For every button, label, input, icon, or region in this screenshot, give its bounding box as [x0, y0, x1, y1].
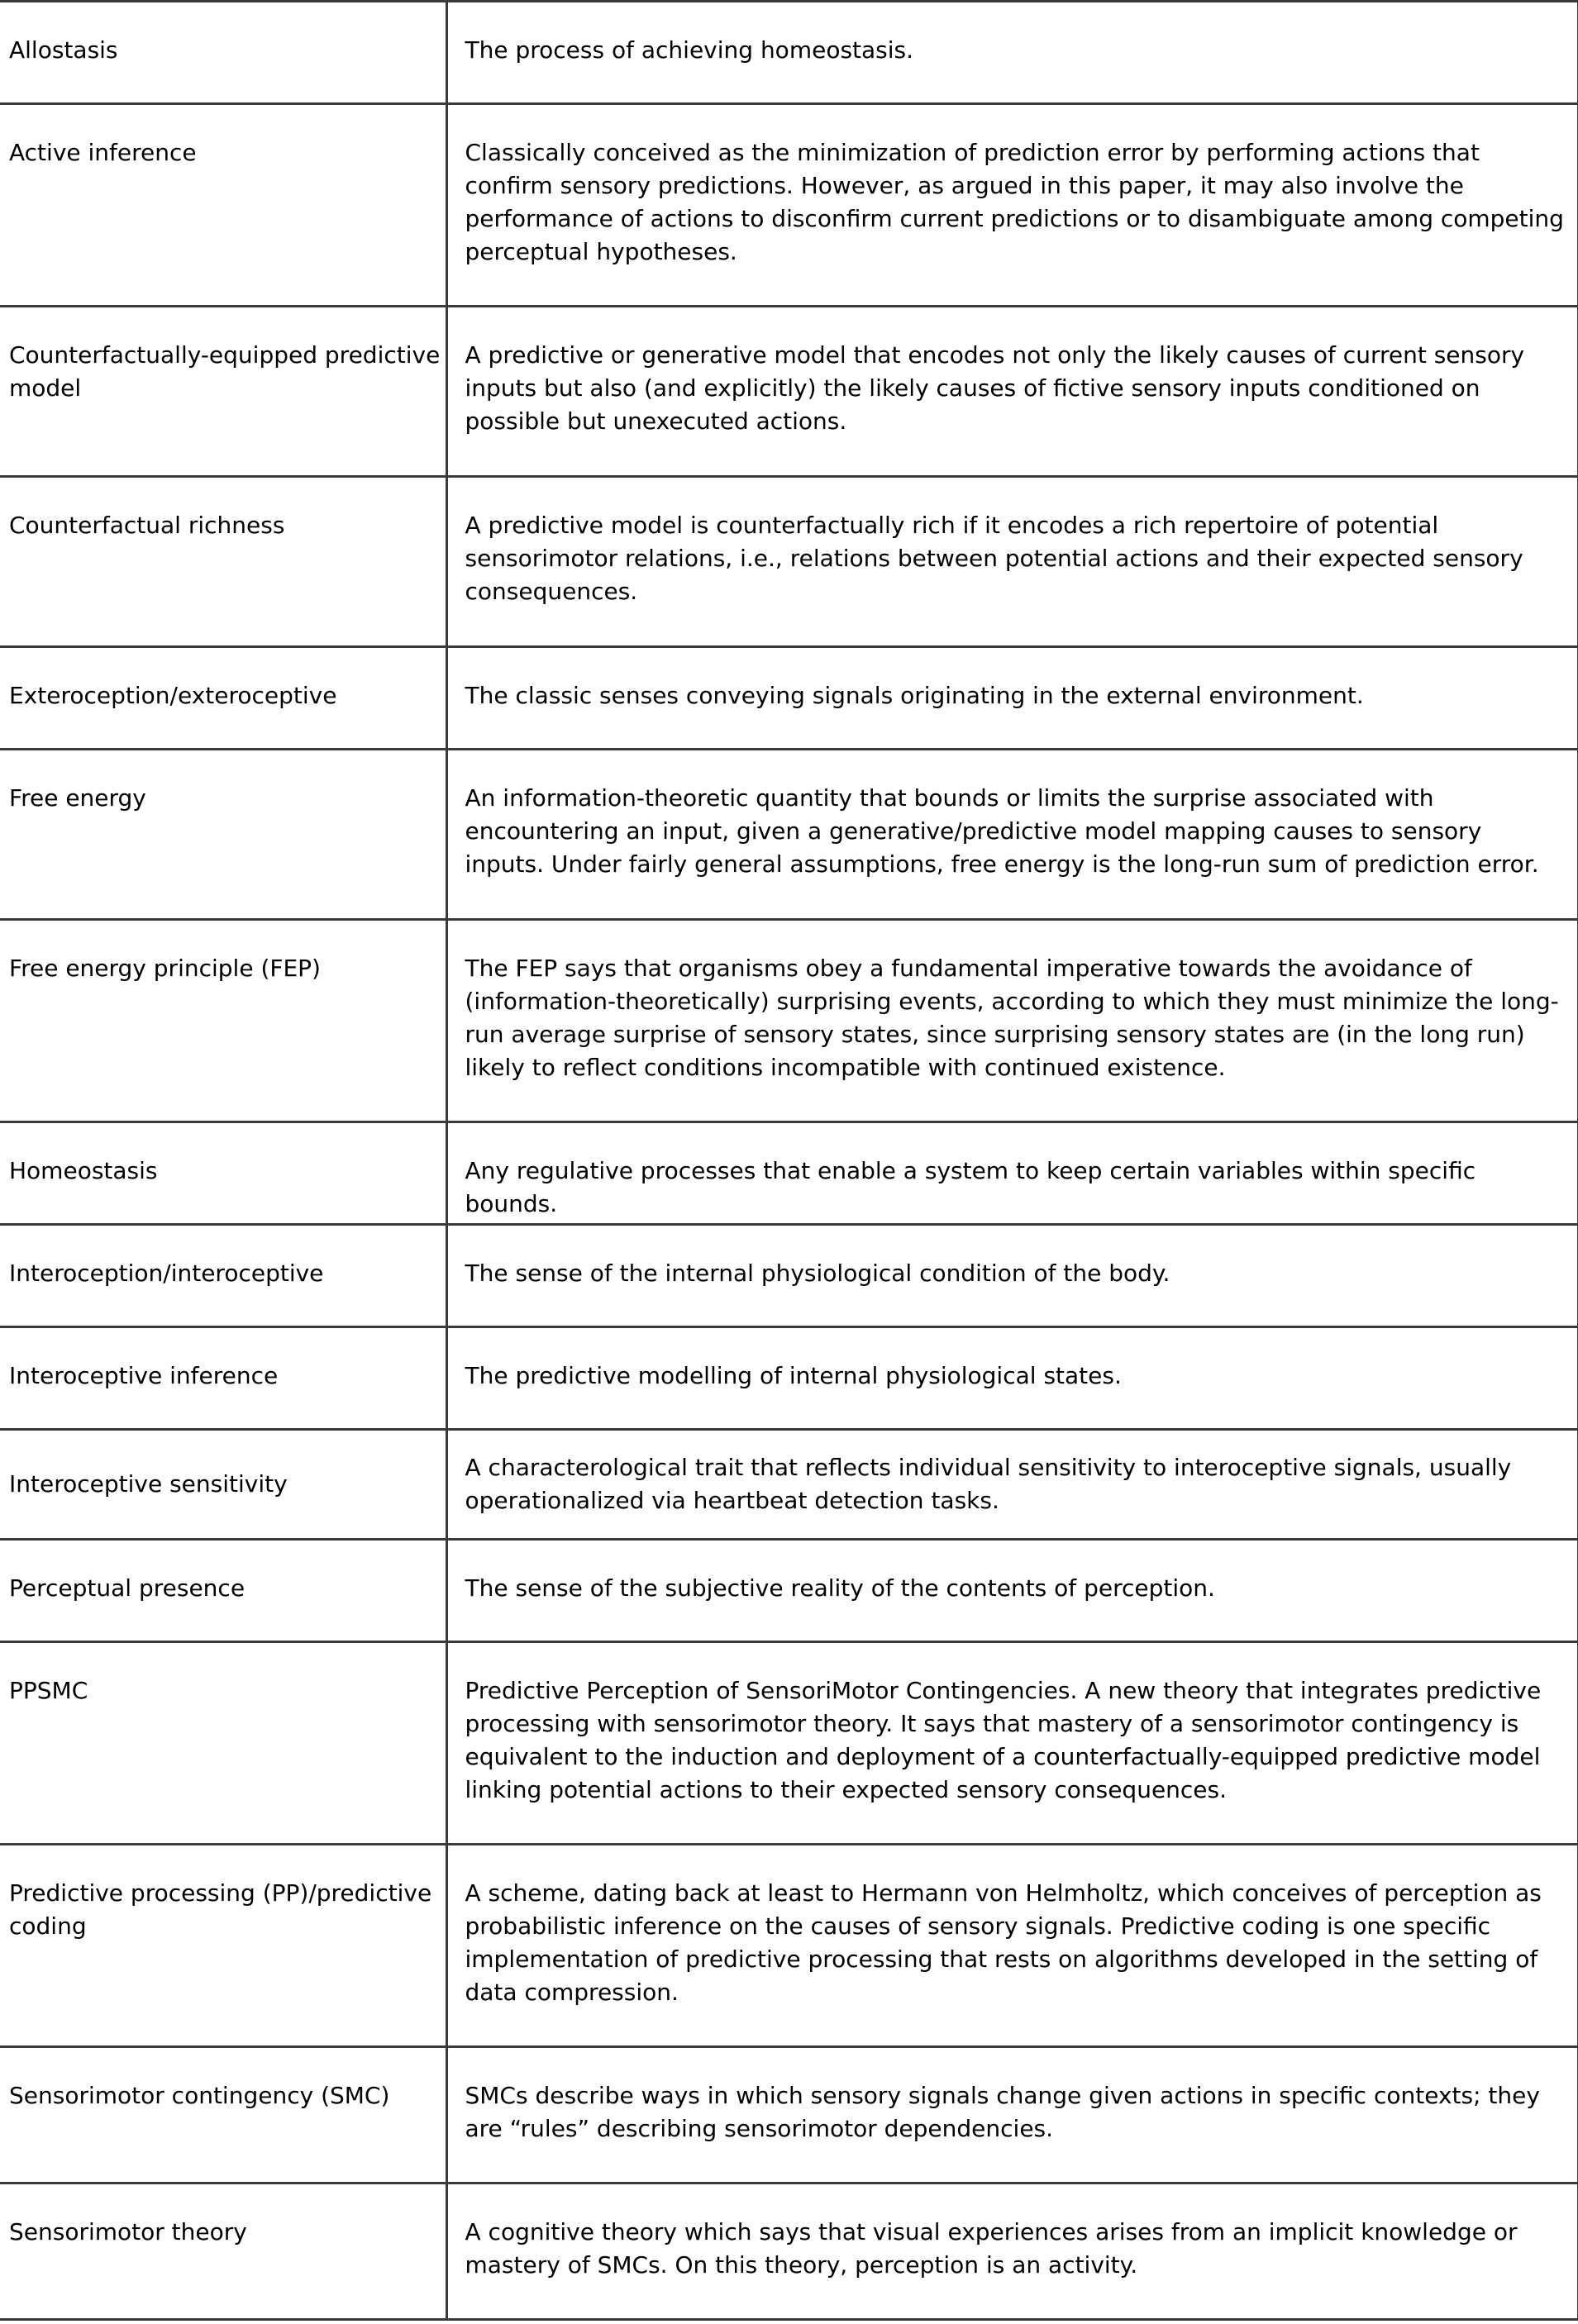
- term-cell: Sensorimotor theory: [0, 2184, 446, 2320]
- table-row: [0, 307, 1578, 477]
- term-cell: Sensorimotor contingency (SMC): [0, 2047, 446, 2184]
- definition-cell: An information-theoretic quantity that bounds or limits the surprise associated with encountering an input, given a generative/predictive model mapping causes to sensory inputs. Under fairly general assumptions, free energy is the long-run sum of prediction error.: [446, 750, 1578, 920]
- table-row: [0, 1845, 1578, 2047]
- definition-cell: The sense of the internal physiological condition of the body.: [446, 1225, 1578, 1327]
- table-row: [0, 2, 1578, 104]
- table-row: [0, 2184, 1578, 2320]
- table-row: [0, 477, 1578, 647]
- term-cell: Interoceptive inference: [0, 1327, 446, 1430]
- term-cell: Perceptual presence: [0, 1540, 446, 1642]
- table-row: [0, 1540, 1578, 1642]
- definition-cell: A cognitive theory which says that visual experiences arises from an implicit knowledge or mastery of SMCs. On this theory, perception is an activity.: [446, 2184, 1578, 2320]
- table-row: [0, 2047, 1578, 2184]
- definition-cell: A predictive model is counterfactually rich if it encodes a rich repertoire of potential sensorimotor relations, i.e., relations between potential actions and their expected sensory consequences.: [446, 477, 1578, 647]
- definition-cell: A characterological trait that reflects individual sensitivity to interoceptive signals, usually operationalized via heartbeat detection tasks.: [446, 1430, 1578, 1540]
- term-cell: Free energy: [0, 750, 446, 920]
- term-cell: PPSMC: [0, 1642, 446, 1845]
- definition-cell: Any regulative processes that enable a system to keep certain variables within specific bounds.: [446, 1122, 1578, 1225]
- term-cell: Interoception/interoceptive: [0, 1225, 446, 1327]
- definition-cell: Classically conceived as the minimization of prediction error by performing actions that confirm sensory predictions. However, as argued in this paper, it may also involve the performance of actions to disconfirm current predictions or to disambiguate among competing perceptual hypotheses.: [446, 104, 1578, 307]
- table-row: [0, 1430, 1578, 1540]
- definition-cell: SMCs describe ways in which sensory signals change given actions in specific contexts; they are “rules” describing sensorimotor dependencies.: [446, 2047, 1578, 2184]
- term-cell: Predictive processing (PP)/predictive coding: [0, 1845, 446, 2047]
- definition-cell: The classic senses conveying signals originating in the external environment.: [446, 647, 1578, 750]
- term-cell: Active inference: [0, 104, 446, 307]
- term-cell: Homeostasis: [0, 1122, 446, 1225]
- term-cell: Free energy principle (FEP): [0, 920, 446, 1122]
- term-cell: Counterfactually-equipped predictive model: [0, 307, 446, 477]
- definition-cell: A scheme, dating back at least to Hermann von Helmholtz, which conceives of perception as probabilistic inference on the causes of sensory signals. Predictive coding is one specific implementation of predictive processing that rests on algorithms developed in the setting of data compression.: [446, 1845, 1578, 2047]
- definition-cell: A predictive or generative model that encodes not only the likely causes of current sensory inputs but also (and explicitly) the likely causes of fictive sensory inputs conditioned on possible but unexecuted actions.: [446, 307, 1578, 477]
- table-row: [0, 1327, 1578, 1430]
- definition-cell: The process of achieving homeostasis.: [446, 2, 1578, 104]
- definition-cell: Predictive Perception of SensoriMotor Contingencies. A new theory that integrates predictive processing with sensorimotor theory. It says that mastery of a sensorimotor contingency is equivalent to the induction and deployment of a counterfactually-equipped predictive model linking potential actions to their expected sensory consequences.: [446, 1642, 1578, 1845]
- definition-cell: The FEP says that organisms obey a fundamental imperative towards the avoidance of (information-theoretically) surprising events, according to which they must minimize the long-run average surprise of sensory states, since surprising sensory states are (in the long run) likely to reflect conditions incompatible with continued existence.: [446, 920, 1578, 1122]
- definition-cell: The sense of the subjective reality of the contents of perception.: [446, 1540, 1578, 1642]
- table-row: [0, 647, 1578, 750]
- definition-cell: The predictive modelling of internal physiological states.: [446, 1327, 1578, 1430]
- table-row: [0, 1642, 1578, 1845]
- table-row: [0, 1122, 1578, 1225]
- term-cell: Interoceptive sensitivity: [0, 1430, 446, 1540]
- table-row: [0, 750, 1578, 920]
- table-row: [0, 920, 1578, 1122]
- table-row: [0, 104, 1578, 307]
- term-cell: Exteroception/exteroceptive: [0, 647, 446, 750]
- term-cell: Allostasis: [0, 2, 446, 104]
- term-cell: Counterfactual richness: [0, 477, 446, 647]
- table-row: [0, 1225, 1578, 1327]
